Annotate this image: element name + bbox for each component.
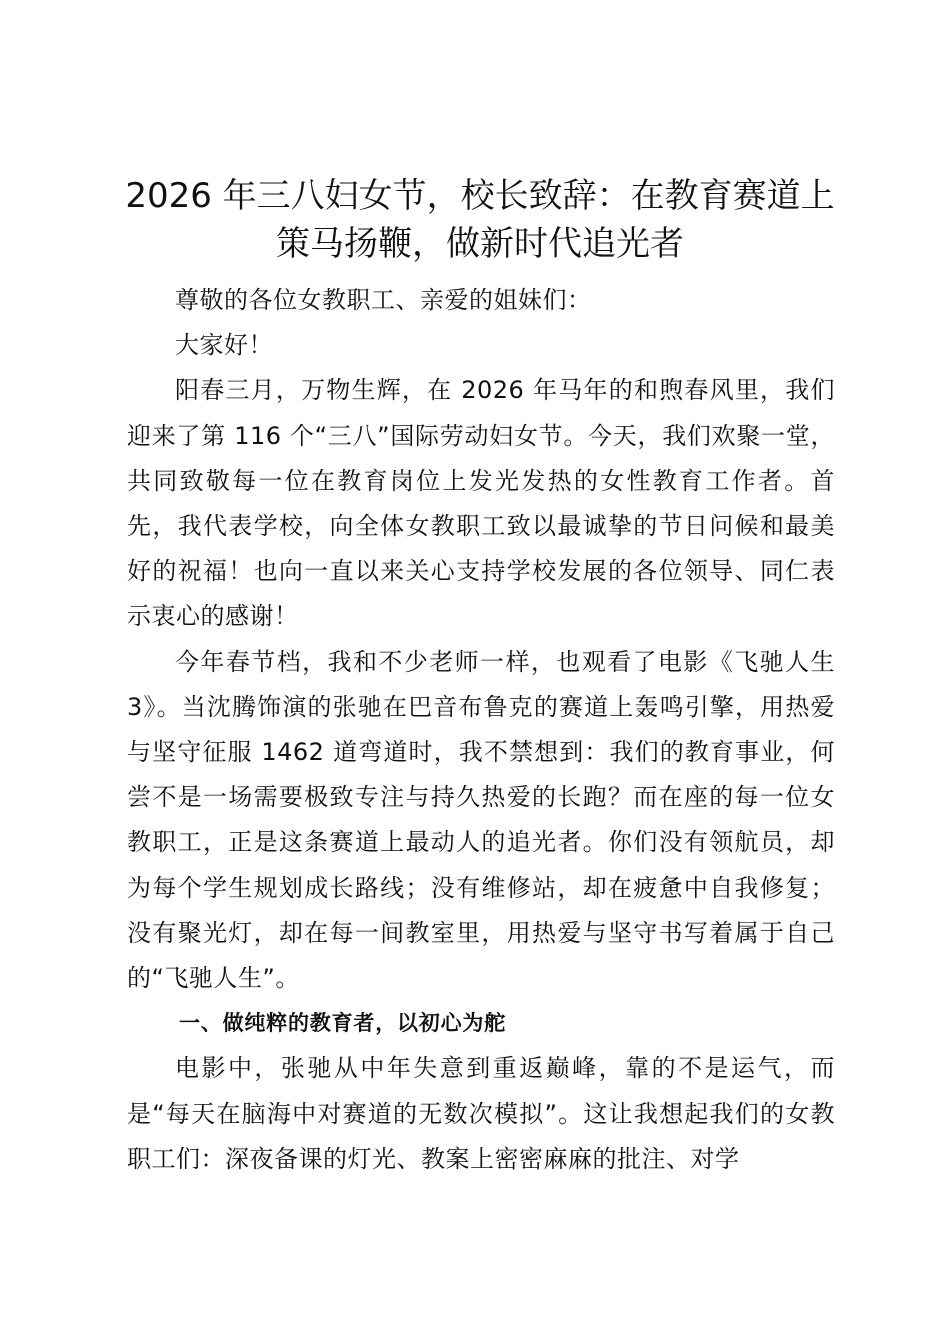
paragraph-3: 电影中，张驰从中年失意到重返巅峰，靠的不是运气，而是“每天在脑海中对赛道的无数次模拟”。这让我想起我们的女教职工们：深夜备课的灯光、教案上密密麻麻的批注、对学	[127, 1054, 835, 1173]
paragraph-2: 今年春节档，我和不少老师一样，也观看了电影《飞驰人生 3》。当沈腾饰演的张驰在巴音布鲁克的赛道上轰鸣引擎，用热爱与坚守征服 1462 道弯道时，我不禁想到：我们的教育事业，何尝不是一场需要极致专注与持久热爱的长跑？而在座的每一位女教职工，正是这条赛道上最动人的追光者。你们没有领航员，却为每个学生规划成长路线；没有维修站，却在疲惫中自我修复；没有聚光灯，却在每一间教室里，用热爱与坚守书写着属于自己的“飞驰人生”。	[127, 647, 835, 993]
paragraph-1: 阳春三月，万物生辉，在 2026 年马年的和煦春风里，我们迎来了第 116 个“三八”国际劳动妇女节。今天，我们欢聚一堂，共同致敬每一位在教育岗位上发光发热的女性教育工作者。首先，我代表学校，向全体女教职工致以最诚挚的节日问候和最美好的祝福！也向一直以来关心支持学校发展的各位领导、同仁表示衷心的感谢！	[127, 376, 835, 631]
document-body	[127, 278, 835, 1182]
greeting: 大家好！	[175, 331, 273, 360]
salutation: 尊敬的各位女教职工、亲爱的姐妹们：	[175, 286, 592, 314]
document-title: 2026 年三八妇女节，校长致辞：在教育赛道上策马扬鞭，做新时代追光者	[125, 176, 835, 264]
section-heading-1: 一、做纯粹的教育者，以初心为舵	[179, 1011, 506, 1036]
